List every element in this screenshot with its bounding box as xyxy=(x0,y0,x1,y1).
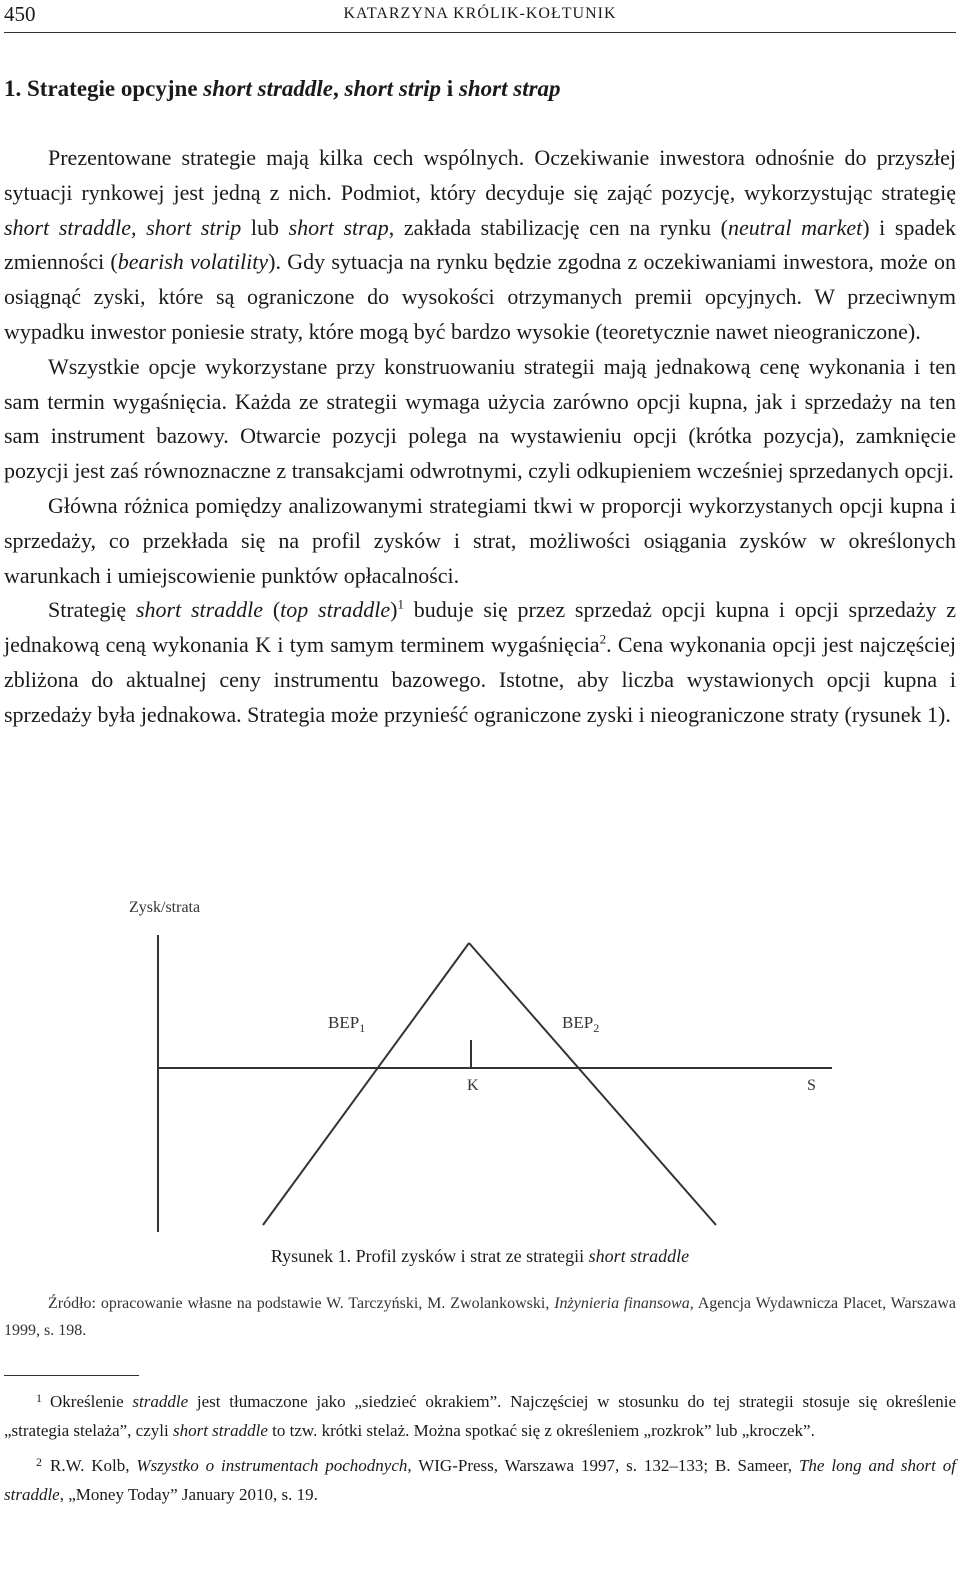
section-title-term: short strap xyxy=(458,76,561,101)
italic-term: short straddle, short strip xyxy=(4,214,242,240)
text-run: R.W. Kolb, xyxy=(50,1456,137,1475)
section-title-separator: i xyxy=(441,76,459,101)
body-text xyxy=(4,141,956,733)
running-head: KATARZYNA KRÓLIK-KOŁTUNIK xyxy=(343,5,617,22)
x-axis-label: S xyxy=(807,1077,816,1094)
paragraph-1 xyxy=(4,141,956,350)
header-rule xyxy=(4,32,956,33)
italic-term: Wszystko o instrumentach pochodnych xyxy=(136,1456,408,1475)
y-axis-label: Zysk/strata xyxy=(129,899,201,916)
italic-term: The long and short of straddle xyxy=(4,1456,957,1504)
text-run: , zakłada stabilizację cen na rynku ( xyxy=(388,214,728,240)
section-title-term: short straddle xyxy=(203,76,334,101)
text-run: lub xyxy=(241,214,289,240)
italic-term: bearish volatility xyxy=(117,249,269,275)
page-number: 450 xyxy=(4,2,36,26)
payoff-right-leg xyxy=(469,943,716,1225)
strike-label: K xyxy=(467,1077,479,1094)
text-run: . Cena wykonania opcji jest najczęściej zbliżona do aktualnej ceny instrumentu bazowego. Istotne, aby liczba wystawionych opcji kupna i sprzedaży była jednakowa. Strategia może przynieść ograniczone zyski i nieograniczone straty (rysunek 1). xyxy=(4,632,956,727)
caption-text: Rysunek 1. Profil zysków i strat ze strategii xyxy=(270,1246,589,1266)
bep1-label: $BEP_1$ xyxy=(328,1013,366,1035)
caption-term: short straddle xyxy=(588,1246,690,1266)
figure-source xyxy=(4,1290,956,1344)
figure-1 xyxy=(0,885,960,1265)
payoff-diagram xyxy=(0,885,960,1265)
footnote-2 xyxy=(4,1448,956,1509)
italic-term: top straddle xyxy=(280,597,391,623)
figure-caption xyxy=(0,1246,960,1267)
text-run: Strategię xyxy=(48,597,136,623)
italic-term: short straddle xyxy=(135,597,264,623)
text-run: ). Gdy sytuacja na rynku będzie zgodna z oczekiwaniami inwestora, może on osiągnąć zyski, które są ograniczone do wysokości otrzymanych premii opcyjnych. W przeciwnym wypadku inwestor poniesie straty, które mogą być bardzo wysokie (teoretycznie nawet nieograniczone). xyxy=(4,249,956,344)
section-title xyxy=(4,76,561,102)
italic-term: short strap xyxy=(288,214,389,240)
text-run: ) xyxy=(390,597,398,623)
text-run: Określenie xyxy=(50,1392,133,1411)
footnote-ref[interactable]: 2 xyxy=(599,631,607,647)
text-run: , WIG-Press, Warszawa 1997, s. 132–133; B. Sameer, xyxy=(407,1456,799,1475)
text-run: to tzw. krótki stelaż. Można spotkać się z określeniem „rozkrok” lub „kroczek”. xyxy=(267,1420,815,1440)
bep2-label: $BEP_2$ xyxy=(562,1013,600,1035)
page-header xyxy=(0,0,960,34)
section-title-separator: , xyxy=(333,76,345,101)
source-title: Inżynieria finansowa xyxy=(554,1295,690,1312)
text-run: ( xyxy=(263,597,281,623)
footnote-1 xyxy=(4,1384,956,1445)
footnote-ref[interactable]: 1 xyxy=(397,597,404,613)
text-run: jest tłumaczone jako „siedzieć okrakiem”. Najczęściej w stosunku do tej strategii stosuje się określenie „strategia stelaża”, czyli xyxy=(4,1392,957,1440)
text-run: Źródło: opracowanie własne na podstawie W. Tarczyński, M. Zwolankowski, xyxy=(48,1295,555,1312)
text-run: buduje się przez sprzedaż opcji kupna i opcji sprzedaży z jednakową ceną wykonania K i tym samym terminem wygaśnięcia xyxy=(4,597,956,658)
footnote-rule xyxy=(4,1375,139,1376)
footnotes xyxy=(4,1384,956,1512)
text-run: ) i spadek zmienności ( xyxy=(4,214,956,275)
source-text xyxy=(4,1290,956,1344)
text-run: , Agencja Wydawnicza Placet, Warszawa 1999, s. 198. xyxy=(4,1295,956,1339)
paragraph-2: Wszystkie opcje wykorzystane przy konstruowaniu strategii mają jednakową cenę wykonania i ten sam termin wygaśnięcia. Każda ze strategii wymaga użycia zarówno opcji kupna, jak i sprzedaży na ten sam instrument bazowy. Otwarcie pozycji polega na wystawieniu opcji (krótka pozycja), zamknięcie pozycji jest zaś równoznaczne z transakcjami odwrotnymi, czyli odkupieniem wcześniej sprzedanych opcji. xyxy=(4,353,956,484)
italic-term: neutral market xyxy=(727,214,863,240)
text-run: , „Money Today” January 2010, s. 19. xyxy=(59,1484,318,1504)
paragraph-3: Główna różnica pomiędzy analizowanymi strategiami tkwi w proporcji wykorzystanych opcji kupna i sprzedaży, co przekłada się na profil zysków i strat, możliwości osiągania zysków w określonych warunkach i umiejscowienie punktów opłacalności. xyxy=(4,492,956,588)
footnote-mark: 1 xyxy=(36,1391,42,1405)
footnote-mark: 2 xyxy=(36,1455,42,1469)
section-title-prefix: 1. Strategie opcyjne xyxy=(4,76,204,101)
italic-term: short straddle xyxy=(172,1420,268,1440)
text-run: Prezentowane strategie mają kilka cech wspólnych. Oczekiwanie inwestora odnośnie do przyszłej sytuacji rynkowej jest jedną z nich. Podmiot, który decyduje się zająć pozycję, wykorzystując strategię xyxy=(4,145,956,205)
section-title-term: short strip xyxy=(344,76,442,101)
italic-term: straddle xyxy=(132,1392,189,1411)
paragraph-4 xyxy=(4,593,956,732)
payoff-left-leg xyxy=(263,943,469,1225)
